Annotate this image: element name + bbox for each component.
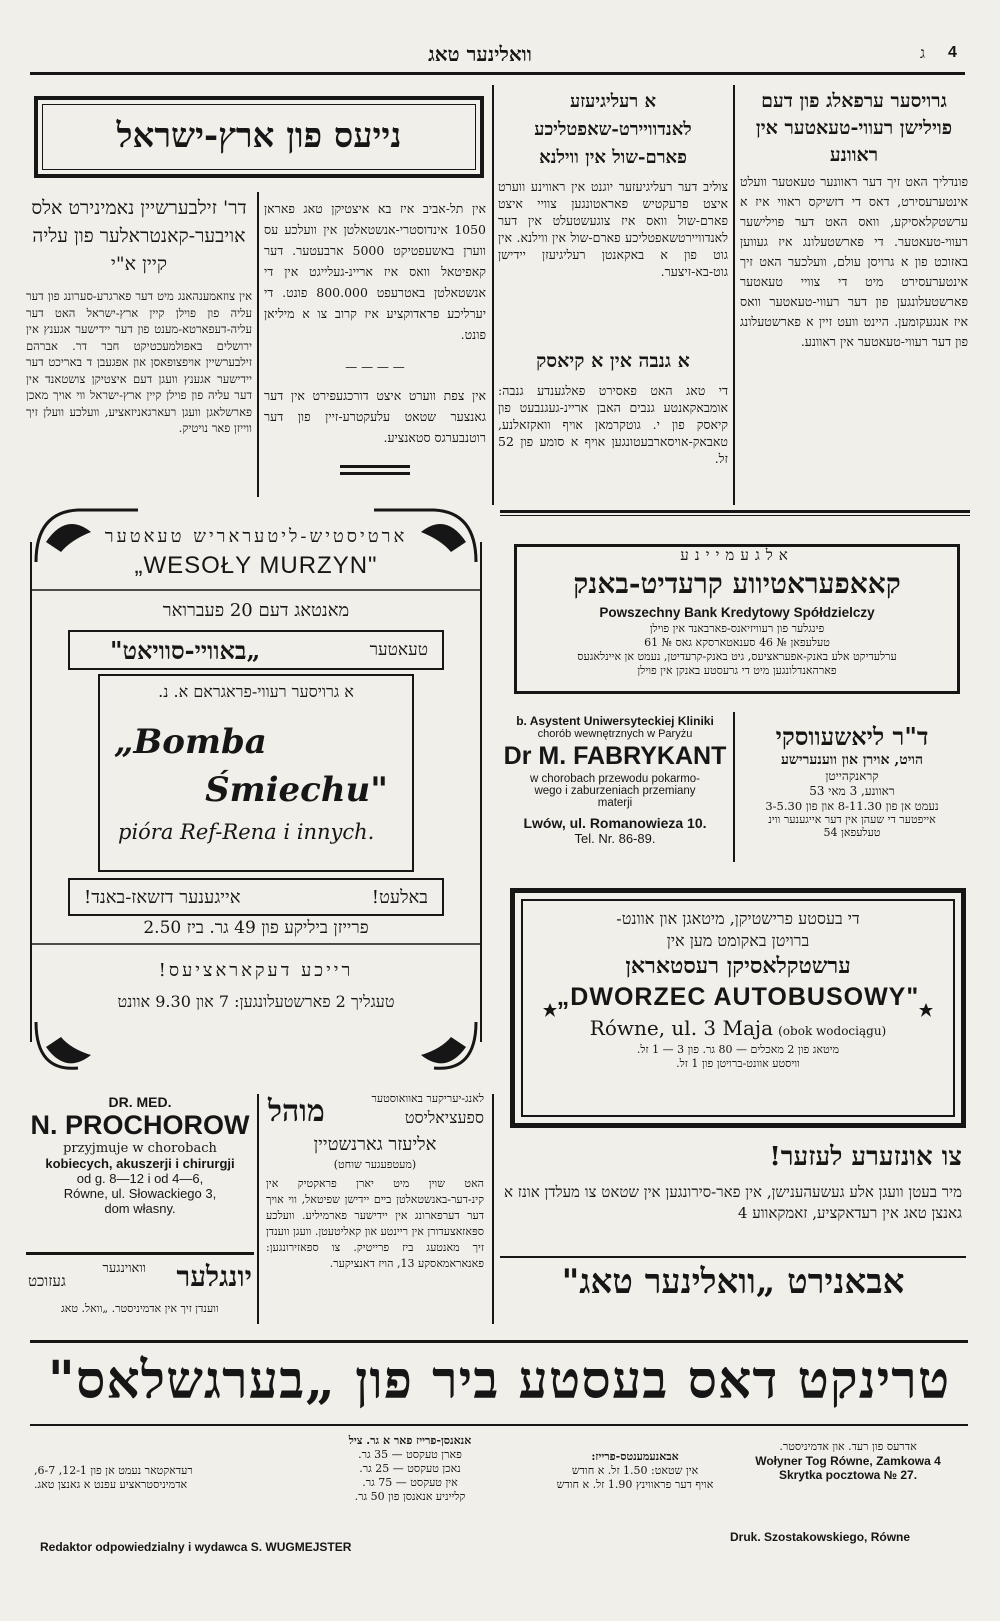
apartment-label: וואוינגער (102, 1261, 146, 1276)
mohel-person: אליעזר גארנשטיין (313, 1134, 437, 1155)
lyashevski-phone: טעלעפאן 54 (823, 826, 881, 839)
column-divider (492, 1094, 494, 1324)
footer-address1: Wołyner Tog Równe, Zamkowa 4 (755, 1454, 941, 1468)
rovno-headline: גרויסער ערפאלג פון דעם פוילישן רעווי-טעאטער אין ראוונע (755, 90, 953, 166)
restaurant-address-note: (obok wodociągu) (778, 1024, 887, 1038)
footer-subscription-head: אבאנעמענטס-פרייז: (591, 1450, 679, 1463)
fabrykant-line2: chorób wewnętrznych w Paryżu (537, 728, 693, 740)
lyashevski-specialty: הויט, אוירן און ווענערישע (780, 752, 924, 768)
readers-notice (500, 1138, 966, 1258)
apartment-wanted: געזוכט (28, 1272, 66, 1290)
footer-office (34, 1464, 284, 1504)
theater-top-line: ארטיסטיש-ליטעראריש טעאטער (104, 526, 408, 547)
show-date: מאנטאג דעם 20 פעברואר (162, 600, 350, 621)
prochorow-house: dom własny. (104, 1201, 176, 1216)
mohel-ad (264, 1092, 486, 1324)
beer-rule (30, 1340, 968, 1343)
readers-notice-text: מיר בעטן וועגן אלע געשעהענישן, אין פאר-סירונגען אין שטאט צו מעלדן אונז א גאנצן טאג אין רעדאקציע, זאמקאווע 4 (504, 1183, 962, 1222)
fabrykant-ad (500, 714, 730, 874)
small-ad-rule (26, 1252, 254, 1255)
theater-venue: „באוויי-סוויאט" (110, 636, 261, 665)
prochorow-title: DR. MED. (108, 1094, 172, 1110)
show-author: pióra Ref-Rena i innych. (118, 820, 375, 844)
mohel-title: מוהל (268, 1094, 325, 1129)
ballet-box (68, 878, 444, 916)
double-rule (340, 465, 410, 468)
restaurant-line3: ערשטקלאסיקן רעסטאראן (625, 953, 851, 979)
section-rule (500, 510, 970, 513)
restaurant-address-line (515, 1016, 961, 1040)
footer-printer: Druk. Szostakowskiego, Równe (730, 1530, 911, 1544)
show-title-line2: Śmiechu" (205, 770, 388, 810)
apartment-name: יונגלער (176, 1260, 252, 1293)
bank-line1: פינגלער פון רעוויזיאנס-פארבאנד אין פוילן (649, 622, 825, 635)
ballet-text: באלעט! (371, 887, 428, 908)
fabrykant-address: Lwów, ul. Romanowieza 10. (523, 815, 707, 831)
footer-editor: Redaktor odpowiedzialny i wydawca S. WUGMEJSTER (40, 1540, 352, 1554)
double-rule (340, 472, 410, 475)
bank-polish-name: Powszechny Bank Kredytowy Spółdzielczy (599, 605, 875, 620)
revue-title: א גרויסער רעווי-פראגראם א. נ. (158, 682, 354, 701)
decorations-line: רייכע דעקאראציעס! (158, 960, 354, 981)
mohel-text: האט שוין מיט יארן פראקטיק אין קינ-דער-באנשטאלטן בײם יידישן שפיטאל, ווי אויך דער דערפארונג אין יידישער פארמיליע. וועלכע ספּאזאצעדורן אין ריינטע און קאליטעטן. וועגן ווענדן זיך מאנטעג ביז פרייטיק. צו ספאזירונגען: פאנאראמאסקע 13, הויז דאנציקער. (266, 1177, 484, 1270)
beer-banner: טרינקט דאס בעסטע ביר פון „בערגשלאס" (47, 1350, 951, 1411)
ad-divider (733, 712, 735, 862)
footer-ads1: פארן טעקסט — 35 גר. (358, 1448, 462, 1461)
fabrykant-line1: b. Asystent Uniwersyteckiej Kliniki (516, 714, 714, 728)
price-line: פרייזן ביליקע פון 49 גר. ביז 2.50 (143, 918, 369, 938)
restaurant-line5: וויסטע אוונט-ברויטן פון 1 זל. (676, 1057, 800, 1070)
lyashevski-address: ראוונע, 3 מאי 53 (809, 784, 895, 798)
zilberstein-article-text: אין צוזאמענהאנג מיט דער פארגרע-סערונג פון דער עליה פון פוילן קיין ארץ-ישראל האט דער עליה-דעפארטא-מענט פון דער יידישער אגענץ אין ירושלים באפולמעכטיקט חבר דר. אברהם זילבערשיין אויפצופאסן און אפגעבן ד באריכט דער יידישער אגענץ וועגן דעם איצטיקן צושטאנד אין דער עליה פון פוילן קיין ארץ-ישראל ווי אויך מאכן פארשלאגן וועגן רעארגאניזאציע, וועלכע וועלן זיך ווייזן פאר נויטיק. (26, 289, 252, 435)
footer-address-head: אדרעס פון רעד. און אדמיניסטר. (779, 1440, 917, 1453)
footer-ads2: נאכן טעקסט — 25 גר. (359, 1462, 461, 1475)
bank-ad (514, 544, 960, 694)
footer-address2: Skrytka pocztowa № 27. (778, 1468, 918, 1482)
vilna-article-text: צוליב דער רעליגיעזער יוגנט אין ראווינע ווערט איצט פרעקטיש פאראטונגען צוויי איצט פארם-שול וואס איז צוגעשטעלט אין דער לאנדוויירטשאפטליכע פארם-שול אין ווילנא. אין גוט פון א באקאנטן רעליגיעזן יידישן גוט-בא-זיצער. (498, 179, 728, 279)
vilna-headline: א רעליגיעזע לאנדוויירט-שאפטליכע פארם-שול אין ווילנא (534, 91, 692, 168)
banner-title: נייעס פון ארץ-ישראל (116, 116, 402, 156)
bank-line3: ערלעדיקט אלע באנק-אפעראציעס, גיט באנק-קרעדיטן, נעמט אן איינלאגעס (577, 650, 897, 663)
lyashevski-line2: אייפטער די שעהן אין דער אייגענער ווינ (768, 813, 936, 826)
column-divider (733, 85, 735, 505)
subscribe-banner: אבאנירט „וואלינער טאג" (561, 1262, 905, 1302)
footer-ads3: אין טעקסט — 75 גר. (362, 1476, 458, 1489)
page-mark: ג (920, 44, 925, 62)
abonirt-rule (500, 1256, 966, 1258)
mohel-top: לאנג-יעריקער באוואוסטער (371, 1092, 484, 1105)
column-divider (257, 1094, 259, 1324)
masthead-title: וואלינער טאג (428, 42, 532, 66)
beer-rule (30, 1424, 968, 1426)
footer-ads-head: אנאנסן-פרייז פאר א גר. ציל (348, 1434, 472, 1447)
lyashevski-hours: נעמט אן פון 8-11.30 און פון 3-5.30 (765, 799, 939, 813)
footer-subscription2: אויף דער פראווינץ 1.90 זל. א חודש (556, 1478, 714, 1491)
footer-address (730, 1440, 966, 1510)
readers-notice-headline: צו אונזערע לעזער! (769, 1142, 962, 1172)
theater-name-box (68, 630, 444, 670)
apartment-ad (26, 1262, 254, 1322)
prochorow-line2: przyjmuje w chorobach (63, 1141, 217, 1156)
safed-item: אין צפת ווערט איצט דורכגעפירט אין דער גאנצער שטאט עלעקטרע-זיין פון דער רוטנבערגס סטאנציע. (264, 388, 486, 445)
item-separator: — — — — (345, 360, 405, 374)
zilberstein-headline: דר' זילבערשיין נאמינירט אלס אויבער-קאנטראלער פון עליה קיין א"י (31, 197, 247, 275)
restaurant-line1: די בעסטע פרישטיקן, מיטאגן און אוונט- (616, 909, 860, 928)
erez-israel-banner (34, 96, 484, 178)
theft-headline: א גנבה אין א קיאסק (536, 350, 690, 372)
lyashevski-specialty2: קראנקהייטן (825, 769, 879, 783)
restaurant-address: Równe, ul. 3 Maja (589, 1016, 774, 1040)
lyashevski-name: ד"ר ליאשעווסקי (775, 722, 929, 751)
show-title-line1: „Bomba (114, 722, 267, 762)
theater-name: „WESOŁY MURZYN" (134, 552, 378, 579)
star-icon (919, 1003, 933, 1017)
footer-office-hours: רעדאקטאר נעמט אן פון 12-1, 6-7, (34, 1464, 193, 1477)
rovno-article-text: פונדליך האט זיך דער ראוונער טעאטער וועלט אינטערעסירט, דאס די דזשיקס ראווי איז א ערשטקלאסיקע, וואס האט דער פוילישער רעווי-טעאטער. די פארשטעלונג איז געווען באזוכט פון א גרויסן עולם, וועלכער האט זיך אינטערעסירט מיט די צוויי טעאטער פארשטעלונגען פון דער רעווי-טעאטער וואס איז אנגעקומען. היינט וועט זיין א פארשטעלונג פון דער רעווי-טעאטער אין ראוונע. (740, 174, 968, 349)
mohel-specialty: ספעציאליסט (404, 1108, 484, 1127)
footer-ads4: קלייניע אנאנסן פון 50 גר. (354, 1490, 466, 1503)
mohel-note: (מעטפעגער שוחט) (333, 1158, 417, 1171)
theater-label: טעאטער (369, 640, 428, 660)
show-times: טעגליך 2 פארשטעלונגען: 7 און 9.30 אוונט (117, 992, 395, 1011)
fabrykant-phone: Tel. Nr. 86-89. (574, 831, 656, 846)
restaurant-line2: ברויטן באקומט מען אין (666, 931, 810, 950)
column-divider (492, 85, 494, 505)
prochorow-ad (26, 1094, 254, 1244)
footer-office-admin: אדמיניסטראציע עפנט א גאנצן טאג. (34, 1478, 188, 1491)
tel-aviv-item: אין תל-אביב איז בא איצטיקן טאג פאראן 1050 אינדוסטרי-אנשטאלטן אין וועלכע עס ווערן באשעפטיקט 5000 ארבעטער. דער קאפיטאל וואס איז אריינ-געלייגט אין די אנשטאלטן באטרעפט 800.000 פונט. די יערליכע פראדוקציע איז קרוב צו א מיליאן פונט. (264, 201, 486, 342)
star-icon (543, 1003, 557, 1017)
fabrykant-line5: materji (597, 797, 633, 809)
footer-subscription (540, 1450, 730, 1510)
prochorow-hours: od g. 8—12 i od 4—6, (76, 1171, 204, 1186)
footer-ads-price (300, 1434, 520, 1529)
prochorow-line3: kobiecych, akuszerji i chirurgji (45, 1156, 235, 1171)
bank-line2: טעלעפאן № 46 סענאטארסקא גאס № 61 (644, 636, 830, 649)
column-divider (257, 192, 259, 497)
bank-top-line: אלגעמיינע (680, 546, 794, 564)
prochorow-address: Równe, ul. Słowackiego 3, (63, 1186, 217, 1201)
bank-line4: פארהאנדלונגען מיט די גרעסטע באנקן אין פוילן (637, 664, 837, 677)
fabrykant-line4: wego i zaburzeniach przemiany (534, 785, 696, 797)
page-number: 4 (948, 44, 957, 61)
masthead-rule (30, 72, 965, 75)
wesoly-murzyn-ad (28, 502, 484, 1074)
restaurant-ad (510, 888, 966, 1128)
jazz-band-text: אייגענער דזשאז-באנד! (84, 887, 241, 908)
section-rule (500, 515, 970, 516)
restaurant-name: „DWORZEC AUTOBUSOWY" (556, 983, 920, 1011)
revue-box (98, 674, 414, 872)
theft-article-text: די טאג האט פאסירט פאלגענדע גנבה: אומבאקאנטע גנבים האבן אריינ-געגנבעט פון קיאסק פון י. גוטקרמאן אויף וואקזאלנע, טאבאק-אויסארבעטונגען אויף א סומע פון 52 זל. (498, 383, 728, 466)
footer-subscription1: אין שטאט: 1.50 זל. א חודש (571, 1464, 699, 1477)
fabrykant-name: Dr M. FABRYKANT (503, 742, 727, 770)
fabrykant-line3: w chorobach przewodu pokarmo- (529, 773, 701, 785)
restaurant-line4: מיטאג פון 2 מאכלים — 80 גר. פון 3 — 1 זל. (636, 1043, 840, 1056)
lyashevski-ad (740, 722, 964, 872)
bank-name: קאאפעראטיווע קרעדיט-באנק (573, 567, 901, 600)
prochorow-name: N. PROCHOROW (30, 1110, 250, 1140)
apartment-text: ווענדן זיך אין אדמיניסטר. „וואל. טאג (61, 1302, 219, 1315)
